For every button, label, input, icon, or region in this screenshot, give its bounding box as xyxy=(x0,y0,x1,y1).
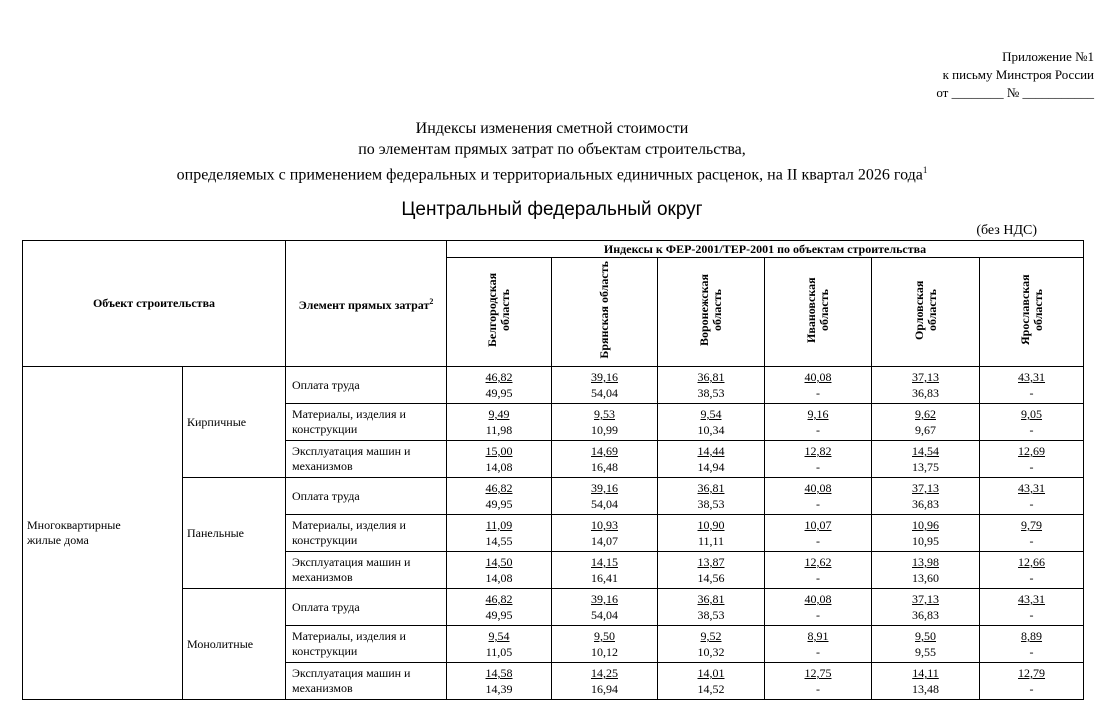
building-type: Кирпичные xyxy=(183,367,286,478)
index-primary: 9,54 xyxy=(700,407,722,421)
index-secondary: - xyxy=(1029,534,1034,548)
index-secondary: 9,67 xyxy=(915,423,936,437)
index-primary: 10,93 xyxy=(591,518,618,532)
index-primary: 13,98 xyxy=(912,555,939,569)
index-secondary: 36,83 xyxy=(912,608,939,622)
index-secondary: 10,34 xyxy=(697,423,725,437)
index-cell xyxy=(658,515,765,552)
index-cell xyxy=(980,663,1084,700)
index-cell xyxy=(765,626,872,663)
index-primary: 10,96 xyxy=(912,518,939,532)
index-primary: 14,11 xyxy=(912,666,939,680)
index-secondary: 38,53 xyxy=(697,608,725,622)
region-header-2 xyxy=(658,258,765,367)
table-row xyxy=(23,367,1084,404)
region-name: Орловская область xyxy=(911,280,939,340)
region-header-1 xyxy=(552,258,658,367)
index-cell xyxy=(765,663,872,700)
index-primary: 9,52 xyxy=(700,629,722,643)
annex-line-1: Приложение №1 xyxy=(1002,49,1094,64)
header-object: Объект строительства xyxy=(23,241,286,367)
indices-table xyxy=(22,240,1084,700)
index-secondary: - xyxy=(816,497,820,511)
index-primary: 40,08 xyxy=(804,592,832,606)
index-cell xyxy=(552,441,658,478)
index-secondary: 14,07 xyxy=(591,534,618,548)
index-secondary: 11,11 xyxy=(697,534,725,548)
index-secondary: 10,99 xyxy=(591,423,618,437)
index-cell xyxy=(765,478,872,515)
index-primary: 12,79 xyxy=(1018,666,1046,680)
index-primary: 37,13 xyxy=(912,481,939,495)
index-cell xyxy=(765,589,872,626)
index-primary: 46,82 xyxy=(485,370,513,384)
index-primary: 9,53 xyxy=(594,407,615,421)
index-primary: 39,16 xyxy=(591,370,618,384)
index-secondary: 13,75 xyxy=(912,460,939,474)
index-primary: 14,01 xyxy=(697,666,725,680)
region-header-3 xyxy=(765,258,872,367)
index-primary: 11,09 xyxy=(485,518,513,532)
index-cell xyxy=(872,367,980,404)
index-primary: 46,82 xyxy=(485,592,513,606)
index-secondary: 13,60 xyxy=(912,571,939,585)
index-cell xyxy=(658,367,765,404)
index-secondary: 9,55 xyxy=(915,645,936,659)
index-cell xyxy=(552,589,658,626)
index-primary: 36,81 xyxy=(697,370,725,384)
index-cell xyxy=(552,478,658,515)
index-secondary: 14,08 xyxy=(485,460,513,474)
index-secondary: 54,04 xyxy=(591,497,618,511)
index-secondary: - xyxy=(1029,645,1034,659)
index-secondary: - xyxy=(1029,386,1034,400)
index-primary: 43,31 xyxy=(1018,370,1046,384)
district-heading: Центральный федеральный округ xyxy=(401,199,703,220)
index-secondary: - xyxy=(816,571,820,585)
title-line-1: Индексы изменения сметной стоимости xyxy=(415,120,689,137)
index-cell xyxy=(980,367,1084,404)
region-name: Воронежская область xyxy=(697,274,724,346)
index-cell xyxy=(872,589,980,626)
index-cell xyxy=(658,478,765,515)
title-line-3 xyxy=(0,160,1104,185)
index-primary: 9,50 xyxy=(594,629,615,643)
index-primary: 10,07 xyxy=(804,518,832,532)
cost-element: Материалы, изделия и конструкции xyxy=(286,515,447,552)
index-secondary: 14,94 xyxy=(697,460,725,474)
region-header-0 xyxy=(447,258,552,367)
index-secondary: - xyxy=(816,608,820,622)
index-cell xyxy=(765,515,872,552)
index-cell xyxy=(980,441,1084,478)
index-cell xyxy=(872,663,980,700)
index-secondary: 11,98 xyxy=(485,423,513,437)
object-name: Многоквартирные жилые дома xyxy=(23,367,183,700)
index-primary: 43,31 xyxy=(1018,481,1046,495)
cost-element: Материалы, изделия и конструкции xyxy=(286,626,447,663)
index-primary: 39,16 xyxy=(591,481,618,495)
title-line-3-text: определяемых с применением федеральных и территориальных единичных расценок, на II квартал 2026 года xyxy=(176,166,923,184)
index-secondary: 16,94 xyxy=(591,682,618,696)
index-secondary: - xyxy=(816,460,820,474)
index-cell xyxy=(552,552,658,589)
index-primary: 12,75 xyxy=(804,666,832,680)
index-secondary: 36,83 xyxy=(912,386,939,400)
region-name: Ярославская область xyxy=(1017,274,1045,346)
index-secondary: 10,95 xyxy=(912,534,939,548)
cost-element: Эксплуатация машин и механизмов xyxy=(286,441,447,478)
index-cell xyxy=(872,626,980,663)
index-secondary: 14,08 xyxy=(485,571,513,585)
region-header-4 xyxy=(872,258,980,367)
vat-note: (без НДС) xyxy=(976,223,1037,238)
index-secondary: - xyxy=(816,682,820,696)
cost-element: Оплата труда xyxy=(286,589,447,626)
index-primary: 12,66 xyxy=(1018,555,1046,569)
index-primary: 9,62 xyxy=(915,407,936,421)
index-cell xyxy=(872,478,980,515)
index-primary: 12,69 xyxy=(1018,444,1046,458)
cost-element: Оплата труда xyxy=(286,367,447,404)
region-name: Брянская область xyxy=(597,261,611,359)
cost-element: Эксплуатация машин и механизмов xyxy=(286,552,447,589)
index-cell xyxy=(765,404,872,441)
annex-line-2: к письму Минстроя России xyxy=(942,67,1094,82)
index-secondary: 14,39 xyxy=(485,682,513,696)
index-primary: 9,54 xyxy=(488,629,510,643)
index-primary: 9,16 xyxy=(807,407,829,421)
index-primary: 14,25 xyxy=(591,666,618,680)
document-title xyxy=(0,118,1104,185)
index-cell xyxy=(980,478,1084,515)
index-cell xyxy=(447,367,552,404)
index-primary: 14,69 xyxy=(591,444,618,458)
index-primary: 39,16 xyxy=(591,592,618,606)
index-cell xyxy=(980,515,1084,552)
index-cell xyxy=(872,552,980,589)
index-secondary: - xyxy=(816,423,820,437)
annex-line-3: от ________ № ___________ xyxy=(936,85,1094,100)
index-primary: 15,00 xyxy=(485,444,513,458)
index-cell xyxy=(658,441,765,478)
index-secondary: 16,48 xyxy=(591,460,618,474)
cost-element: Оплата труда xyxy=(286,478,447,515)
building-type: Монолитные xyxy=(183,589,286,700)
index-primary: 36,81 xyxy=(697,592,725,606)
title-line-2: по элементам прямых затрат по объектам строительства, xyxy=(358,141,746,158)
index-secondary: - xyxy=(1029,423,1034,437)
cost-element: Эксплуатация машин и механизмов xyxy=(286,663,447,700)
index-primary: 13,87 xyxy=(697,555,725,569)
index-primary: 9,49 xyxy=(488,407,510,421)
index-cell xyxy=(980,404,1084,441)
index-primary: 37,13 xyxy=(912,592,939,606)
index-cell xyxy=(658,552,765,589)
table-body xyxy=(23,367,1084,700)
index-cell xyxy=(765,441,872,478)
index-primary: 10,90 xyxy=(697,518,725,532)
index-cell xyxy=(552,404,658,441)
index-cell xyxy=(447,663,552,700)
index-cell xyxy=(447,404,552,441)
index-secondary: - xyxy=(1029,460,1034,474)
index-secondary: - xyxy=(1029,682,1034,696)
index-secondary: 10,12 xyxy=(591,645,618,659)
index-cell xyxy=(980,552,1084,589)
index-secondary: 14,55 xyxy=(485,534,513,548)
index-cell xyxy=(872,441,980,478)
index-secondary: 49,95 xyxy=(485,497,513,511)
index-primary: 9,79 xyxy=(1021,518,1043,532)
index-primary: 14,44 xyxy=(697,444,725,458)
region-name: Белгородская область xyxy=(485,272,512,348)
index-cell xyxy=(552,663,658,700)
index-cell xyxy=(658,404,765,441)
index-cell xyxy=(552,515,658,552)
index-primary: 36,81 xyxy=(697,481,725,495)
index-secondary: 38,53 xyxy=(697,386,725,400)
index-secondary: 16,41 xyxy=(591,571,618,585)
index-cell xyxy=(658,589,765,626)
index-secondary: 54,04 xyxy=(591,608,618,622)
index-cell xyxy=(447,626,552,663)
index-secondary: 38,53 xyxy=(697,497,725,511)
footnote-mark-1: 1 xyxy=(922,165,928,175)
index-secondary: 11,05 xyxy=(485,645,513,659)
building-type: Панельные xyxy=(183,478,286,589)
annex-block xyxy=(936,48,1094,102)
header-indices: Индексы к ФЕР-2001/ТЕР-2001 по объектам строительства xyxy=(447,241,1084,258)
header-element xyxy=(286,241,447,367)
index-cell xyxy=(872,404,980,441)
index-cell xyxy=(447,515,552,552)
index-secondary: 10,32 xyxy=(697,645,725,659)
table-row xyxy=(23,589,1084,626)
footnote-mark-2: 2 xyxy=(429,297,434,306)
index-primary: 14,58 xyxy=(485,666,513,680)
region-header-5 xyxy=(980,258,1084,367)
index-primary: 40,08 xyxy=(804,481,832,495)
index-secondary: - xyxy=(1029,608,1034,622)
index-secondary: 13,48 xyxy=(912,682,939,696)
index-primary: 8,89 xyxy=(1021,629,1043,643)
index-primary: 8,91 xyxy=(807,629,829,643)
index-secondary: - xyxy=(816,534,820,548)
index-secondary: - xyxy=(1029,497,1034,511)
index-secondary: - xyxy=(1029,571,1034,585)
index-secondary: 54,04 xyxy=(591,386,618,400)
index-primary: 9,05 xyxy=(1021,407,1043,421)
index-secondary: 36,83 xyxy=(912,497,939,511)
index-secondary: 14,56 xyxy=(697,571,725,585)
index-secondary: - xyxy=(816,645,820,659)
index-primary: 40,08 xyxy=(804,370,832,384)
index-cell xyxy=(872,515,980,552)
index-primary: 9,50 xyxy=(915,629,936,643)
region-name: Ивановская область xyxy=(804,277,831,343)
index-secondary: - xyxy=(816,386,820,400)
cost-element: Материалы, изделия и конструкции xyxy=(286,404,447,441)
index-cell xyxy=(658,626,765,663)
index-primary: 14,50 xyxy=(485,555,513,569)
index-primary: 12,82 xyxy=(804,444,832,458)
index-secondary: 49,95 xyxy=(485,608,513,622)
index-cell xyxy=(765,552,872,589)
index-primary: 37,13 xyxy=(912,370,939,384)
index-cell xyxy=(447,589,552,626)
index-primary: 46,82 xyxy=(485,481,513,495)
index-cell xyxy=(765,367,872,404)
header-element-text: Элемент прямых затрат xyxy=(298,298,430,312)
table-row xyxy=(23,478,1084,515)
index-cell xyxy=(980,626,1084,663)
index-primary: 14,15 xyxy=(591,555,618,569)
index-cell xyxy=(552,626,658,663)
index-cell xyxy=(552,367,658,404)
index-primary: 12,62 xyxy=(804,555,832,569)
index-cell xyxy=(447,552,552,589)
index-cell xyxy=(447,441,552,478)
index-primary: 43,31 xyxy=(1018,592,1046,606)
index-cell xyxy=(447,478,552,515)
index-primary: 14,54 xyxy=(912,444,939,458)
index-cell xyxy=(658,663,765,700)
index-cell xyxy=(980,589,1084,626)
index-secondary: 49,95 xyxy=(485,386,513,400)
index-secondary: 14,52 xyxy=(697,682,725,696)
